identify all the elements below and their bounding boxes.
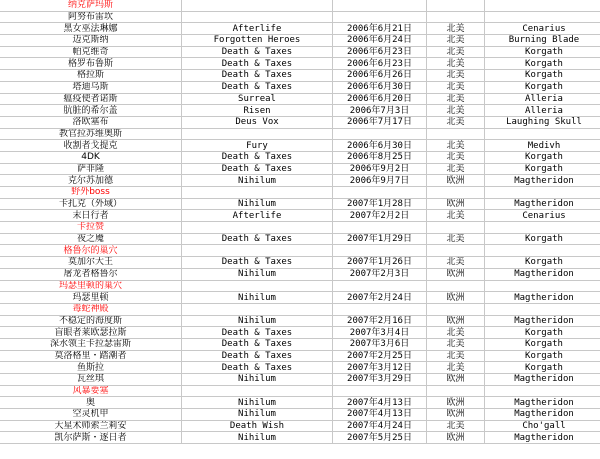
- table-row: [0, 257, 600, 269]
- table-row: [0, 35, 600, 47]
- guild-cell: Death & Taxes: [182, 362, 333, 374]
- boss-name-cell: 空灵机甲: [0, 409, 182, 421]
- boss-name-cell: 瘟疫使者诺斯: [0, 93, 182, 105]
- table-row: [0, 175, 600, 187]
- boss-name-cell: 瓦丝琪: [0, 374, 182, 386]
- date-cell: 2006年6月26日: [333, 70, 427, 82]
- boss-name-cell: 格拉斯: [0, 70, 182, 82]
- server-cell: Alleria: [485, 105, 600, 117]
- date-cell: [333, 128, 427, 140]
- boss-name-cell: 深水领主卡拉瑟雷斯: [0, 338, 182, 350]
- table-row: [0, 327, 600, 339]
- table-row: [0, 268, 600, 280]
- boss-name-cell: 盲眼者莱欧瑟拉斯: [0, 327, 182, 339]
- guild-cell: [182, 11, 333, 23]
- guild-cell: Afterlife: [182, 210, 333, 222]
- region-cell: [427, 280, 485, 292]
- date-cell: 2007年5月25日: [333, 432, 427, 444]
- boss-name-cell: 鱼斯拉: [0, 362, 182, 374]
- date-cell: 2007年1月28日: [333, 198, 427, 210]
- section-title-cell: 格鲁尔的巢穴: [0, 245, 182, 257]
- server-cell: Burning Blade: [485, 35, 600, 47]
- region-cell: 北美: [427, 58, 485, 70]
- server-cell: [485, 0, 600, 11]
- table-row: [0, 105, 600, 117]
- boss-name-cell: 塔迪乌斯: [0, 81, 182, 93]
- date-cell: 2006年6月24日: [333, 35, 427, 47]
- region-cell: 北美: [427, 327, 485, 339]
- server-cell: [485, 280, 600, 292]
- table-row: [0, 292, 600, 304]
- guild-cell: Death & Taxes: [182, 338, 333, 350]
- server-cell: Korgath: [485, 151, 600, 163]
- region-cell: 北美: [427, 350, 485, 362]
- server-cell: Magtheridon: [485, 374, 600, 386]
- guild-cell: Nihilum: [182, 268, 333, 280]
- date-cell: [333, 245, 427, 257]
- guild-cell: Death & Taxes: [182, 257, 333, 269]
- guild-cell: Death & Taxes: [182, 81, 333, 93]
- server-cell: Korgath: [485, 362, 600, 374]
- table-row: [0, 46, 600, 58]
- table-row: [0, 315, 600, 327]
- server-cell: [485, 11, 600, 23]
- guild-cell: Death & Taxes: [182, 46, 333, 58]
- date-cell: 2007年3月12日: [333, 362, 427, 374]
- guild-cell: Nihilum: [182, 432, 333, 444]
- server-cell: Korgath: [485, 46, 600, 58]
- section-title-cell: 纳克萨玛斯: [0, 0, 182, 11]
- table-row: [0, 420, 600, 432]
- guild-cell: Death & Taxes: [182, 58, 333, 70]
- guild-cell: Nihilum: [182, 315, 333, 327]
- region-cell: 欧洲: [427, 409, 485, 421]
- boss-name-cell: 克尔苏加德: [0, 175, 182, 187]
- table-row: [0, 350, 600, 362]
- server-cell: Korgath: [485, 338, 600, 350]
- guild-cell: Death & Taxes: [182, 233, 333, 245]
- region-cell: 北美: [427, 362, 485, 374]
- server-cell: Magtheridon: [485, 268, 600, 280]
- region-cell: 北美: [427, 116, 485, 128]
- boss-name-cell: 阿努布雷坎: [0, 11, 182, 23]
- region-cell: 北美: [427, 140, 485, 152]
- guild-cell: Nihilum: [182, 397, 333, 409]
- table-row: [0, 397, 600, 409]
- boss-name-cell: 肮脏的希尔盖: [0, 105, 182, 117]
- boss-name-cell: 教官拉苏维奥斯: [0, 128, 182, 140]
- guild-cell: [182, 0, 333, 11]
- region-cell: [427, 0, 485, 11]
- boss-name-cell: 奥: [0, 397, 182, 409]
- guild-cell: Surreal: [182, 93, 333, 105]
- region-cell: 北美: [427, 420, 485, 432]
- table-row: [0, 233, 600, 245]
- section-header-row: [0, 222, 600, 234]
- table-row: [0, 163, 600, 175]
- guild-cell: [182, 385, 333, 397]
- table-row: [0, 140, 600, 152]
- server-cell: Magtheridon: [485, 198, 600, 210]
- date-cell: 2007年2月24日: [333, 292, 427, 304]
- server-cell: Korgath: [485, 233, 600, 245]
- region-cell: [427, 11, 485, 23]
- date-cell: 2007年2月16日: [333, 315, 427, 327]
- section-title-cell: 野外boss: [0, 187, 182, 199]
- section-title-cell: 风暴要塞: [0, 385, 182, 397]
- boss-name-cell: 帕克维奇: [0, 46, 182, 58]
- date-cell: 2006年9月2日: [333, 163, 427, 175]
- date-cell: [333, 303, 427, 315]
- boss-name-cell: 迈克斯纳: [0, 35, 182, 47]
- guild-cell: Forgotten Heroes: [182, 35, 333, 47]
- region-cell: 北美: [427, 210, 485, 222]
- date-cell: 2006年8月25日: [333, 151, 427, 163]
- section-header-row: [0, 0, 600, 11]
- server-cell: Cho'gall: [485, 420, 600, 432]
- region-cell: 北美: [427, 81, 485, 93]
- date-cell: [333, 0, 427, 11]
- guild-cell: Death Wish: [182, 420, 333, 432]
- boss-name-cell: 莫洛格里・踏潮者: [0, 350, 182, 362]
- server-cell: Korgath: [485, 81, 600, 93]
- region-cell: 欧洲: [427, 374, 485, 386]
- server-cell: Korgath: [485, 58, 600, 70]
- date-cell: 2007年2月3日: [333, 268, 427, 280]
- server-cell: Laughing Skull: [485, 116, 600, 128]
- server-cell: Cenarius: [485, 23, 600, 35]
- server-cell: Korgath: [485, 163, 600, 175]
- boss-name-cell: 玛瑟里顿: [0, 292, 182, 304]
- boss-name-cell: 凯尔萨斯・逐日者: [0, 432, 182, 444]
- guild-cell: Nihilum: [182, 409, 333, 421]
- table-row: [0, 409, 600, 421]
- region-cell: 北美: [427, 257, 485, 269]
- date-cell: 2007年4月24日: [333, 420, 427, 432]
- boss-name-cell: 大星术师索兰莉安: [0, 420, 182, 432]
- boss-name-cell: 夜之魇: [0, 233, 182, 245]
- boss-name-cell: 卡扎克（外域）: [0, 198, 182, 210]
- table-row: [0, 128, 600, 140]
- section-header-row: [0, 280, 600, 292]
- table-row: [0, 198, 600, 210]
- guild-cell: Fury: [182, 140, 333, 152]
- date-cell: 2007年4月13日: [333, 397, 427, 409]
- guild-cell: Deus Vox: [182, 116, 333, 128]
- region-cell: 北美: [427, 35, 485, 47]
- region-cell: 北美: [427, 163, 485, 175]
- table-row: [0, 23, 600, 35]
- guild-cell: Nihilum: [182, 374, 333, 386]
- guild-cell: [182, 245, 333, 257]
- boss-name-cell: 不稳定的海度斯: [0, 315, 182, 327]
- date-cell: 2006年7月17日: [333, 116, 427, 128]
- region-cell: [427, 222, 485, 234]
- region-cell: 欧洲: [427, 432, 485, 444]
- server-cell: Magtheridon: [485, 397, 600, 409]
- region-cell: 欧洲: [427, 268, 485, 280]
- guild-cell: Nihilum: [182, 292, 333, 304]
- date-cell: 2006年6月30日: [333, 140, 427, 152]
- server-cell: Korgath: [485, 257, 600, 269]
- date-cell: 2007年3月4日: [333, 327, 427, 339]
- date-cell: 2006年9月7日: [333, 175, 427, 187]
- table-row: [0, 58, 600, 70]
- server-cell: Magtheridon: [485, 409, 600, 421]
- section-title-cell: 毒蛇神殿: [0, 303, 182, 315]
- section-header-row: [0, 245, 600, 257]
- date-cell: 2006年6月20日: [333, 93, 427, 105]
- date-cell: [333, 280, 427, 292]
- table-row: [0, 93, 600, 105]
- date-cell: 2007年2月2日: [333, 210, 427, 222]
- server-cell: Alleria: [485, 93, 600, 105]
- date-cell: 2006年6月21日: [333, 23, 427, 35]
- server-cell: [485, 303, 600, 315]
- table-row: [0, 362, 600, 374]
- server-cell: [485, 187, 600, 199]
- guild-cell: Death & Taxes: [182, 151, 333, 163]
- date-cell: [333, 385, 427, 397]
- date-cell: 2007年1月26日: [333, 257, 427, 269]
- date-cell: 2007年1月29日: [333, 233, 427, 245]
- boss-name-cell: 屠龙者格鲁尔: [0, 268, 182, 280]
- region-cell: 欧洲: [427, 397, 485, 409]
- server-cell: Magtheridon: [485, 292, 600, 304]
- guild-cell: [182, 222, 333, 234]
- boss-name-cell: 收割者戈提克: [0, 140, 182, 152]
- table-row: [0, 151, 600, 163]
- region-cell: 欧洲: [427, 175, 485, 187]
- boss-name-cell: 4DK: [0, 151, 182, 163]
- server-cell: Korgath: [485, 70, 600, 82]
- server-cell: Korgath: [485, 350, 600, 362]
- region-cell: 北美: [427, 233, 485, 245]
- server-cell: Magtheridon: [485, 315, 600, 327]
- server-cell: [485, 128, 600, 140]
- table-row: [0, 338, 600, 350]
- region-cell: [427, 385, 485, 397]
- table-row: [0, 432, 600, 444]
- server-cell: [485, 385, 600, 397]
- boss-name-cell: 黑女巫法琳娜: [0, 23, 182, 35]
- table-row: [0, 116, 600, 128]
- section-title-cell: 玛瑟里顿的巢穴: [0, 280, 182, 292]
- table-row: [0, 374, 600, 386]
- section-title-cell: 卡拉赞: [0, 222, 182, 234]
- date-cell: [333, 222, 427, 234]
- boss-name-cell: 洛欧塞布: [0, 116, 182, 128]
- region-cell: 北美: [427, 23, 485, 35]
- date-cell: 2007年3月29日: [333, 374, 427, 386]
- region-cell: 欧洲: [427, 292, 485, 304]
- boss-name-cell: 格罗布鲁斯: [0, 58, 182, 70]
- region-cell: 欧洲: [427, 198, 485, 210]
- region-cell: 北美: [427, 338, 485, 350]
- date-cell: 2006年6月30日: [333, 81, 427, 93]
- region-cell: 北美: [427, 151, 485, 163]
- server-cell: [485, 245, 600, 257]
- date-cell: [333, 11, 427, 23]
- date-cell: 2006年7月3日: [333, 105, 427, 117]
- guild-cell: Risen: [182, 105, 333, 117]
- guild-cell: Death & Taxes: [182, 327, 333, 339]
- server-cell: [485, 222, 600, 234]
- region-cell: [427, 187, 485, 199]
- table-row: [0, 81, 600, 93]
- date-cell: 2007年3月6日: [333, 338, 427, 350]
- region-cell: [427, 303, 485, 315]
- server-cell: Magtheridon: [485, 175, 600, 187]
- boss-name-cell: 萨菲隆: [0, 163, 182, 175]
- date-cell: [333, 187, 427, 199]
- region-cell: 北美: [427, 70, 485, 82]
- region-cell: 欧洲: [427, 315, 485, 327]
- section-header-row: [0, 385, 600, 397]
- guild-cell: [182, 128, 333, 140]
- guild-cell: Death & Taxes: [182, 163, 333, 175]
- guild-cell: Afterlife: [182, 23, 333, 35]
- table-row: [0, 210, 600, 222]
- date-cell: 2007年4月13日: [333, 409, 427, 421]
- region-cell: [427, 245, 485, 257]
- boss-name-cell: 莫加尔大王: [0, 257, 182, 269]
- section-header-row: [0, 303, 600, 315]
- section-header-row: [0, 187, 600, 199]
- server-cell: Korgath: [485, 327, 600, 339]
- table-row: [0, 70, 600, 82]
- table-row: [0, 11, 600, 23]
- guild-cell: [182, 303, 333, 315]
- guild-cell: [182, 187, 333, 199]
- boss-name-cell: 末日行者: [0, 210, 182, 222]
- guild-cell: Nihilum: [182, 198, 333, 210]
- date-cell: 2006年6月23日: [333, 46, 427, 58]
- guild-cell: [182, 280, 333, 292]
- date-cell: 2006年6月23日: [333, 58, 427, 70]
- guild-cell: Death & Taxes: [182, 350, 333, 362]
- date-cell: 2007年2月25日: [333, 350, 427, 362]
- server-cell: Magtheridon: [485, 432, 600, 444]
- server-cell: Cenarius: [485, 210, 600, 222]
- region-cell: [427, 128, 485, 140]
- region-cell: 北美: [427, 46, 485, 58]
- guild-cell: Nihilum: [182, 175, 333, 187]
- region-cell: 北美: [427, 93, 485, 105]
- server-cell: Medivh: [485, 140, 600, 152]
- guild-cell: Death & Taxes: [182, 70, 333, 82]
- region-cell: 北美: [427, 105, 485, 117]
